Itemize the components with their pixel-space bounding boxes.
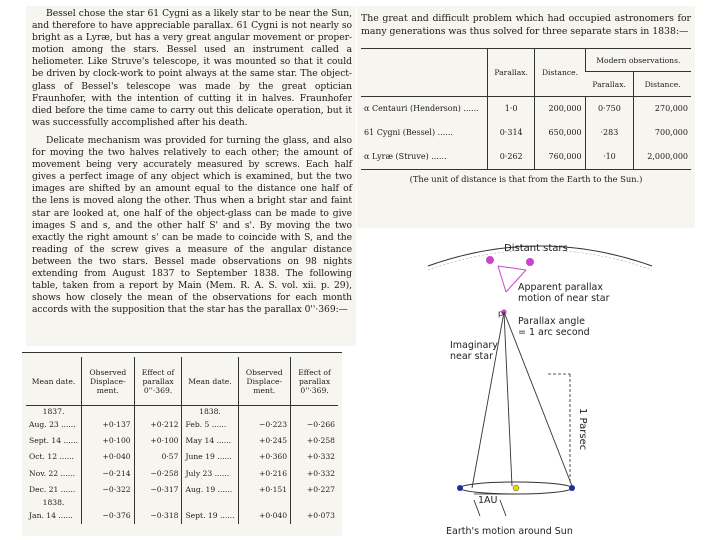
observed-cell-2: +0·040 — [238, 508, 291, 524]
effect-cell: +0·212 — [134, 417, 182, 433]
date-cell: Sept. 14 ...... — [26, 433, 82, 449]
observed-cell-2: +0·151 — [238, 482, 291, 498]
parallax-angle-label-2: = 1 arc second — [518, 327, 590, 338]
header-effect-2: Effect of parallax 0''·369. — [291, 357, 338, 406]
effect-cell: −0·258 — [134, 466, 182, 482]
effect-cell-2: −0·266 — [291, 417, 338, 433]
modern-parallax-value: ·283 — [585, 121, 634, 145]
effect-cell-2: +0·332 — [291, 466, 338, 482]
star-name: α Centauri (Henderson) ...... — [361, 97, 488, 122]
left-text-panel — [26, 6, 356, 346]
center-line — [504, 312, 512, 486]
empty-cell — [238, 498, 291, 508]
bessel-observation-table — [26, 357, 338, 524]
year-row — [26, 498, 338, 508]
table-row — [26, 508, 338, 524]
empty-cell — [291, 406, 338, 418]
table-row — [361, 145, 691, 170]
header-observed-2: Observed Displace-ment. — [238, 357, 291, 406]
distant-stars-label: Distant stars — [504, 243, 568, 254]
header-mean-date: Mean date. — [26, 357, 82, 406]
observed-cell: +0·100 — [82, 433, 135, 449]
distance-value: 200,000 — [535, 97, 585, 122]
p-label: p — [498, 309, 504, 318]
table-row — [361, 121, 691, 145]
date-cell: Aug. 23 ...... — [26, 417, 82, 433]
date-cell-2: Sept. 19 ...... — [182, 508, 238, 524]
header-parallax: Parallax. — [488, 49, 535, 97]
observed-cell: +0·040 — [82, 449, 135, 465]
star-name: α Lyræ (Struve) ...... — [361, 145, 488, 170]
parallax-value: 0·262 — [488, 145, 535, 170]
year-label: 1837. — [42, 407, 65, 416]
bessel-table-body — [26, 406, 338, 525]
table-row — [26, 433, 338, 449]
header-modern-parallax: Parallax. — [585, 72, 634, 97]
apparent-motion-label-2: motion of near star — [518, 293, 610, 304]
au-label: 1AU — [478, 495, 498, 506]
earth-position-right-icon — [569, 485, 575, 491]
parallax-angle-label-1: Parallax angle — [518, 316, 585, 327]
table-row — [26, 466, 338, 482]
distant-star-icon — [526, 258, 534, 266]
imaginary-star-label-1: Imaginary — [450, 340, 498, 351]
star-name: 61 Cygni (Bessel) ...... — [361, 121, 488, 145]
header-star — [361, 49, 488, 97]
date-cell: Oct. 12 ...... — [26, 449, 82, 465]
date-cell: Dec. 21 ...... — [26, 482, 82, 498]
date-cell-2: Aug. 19 ...... — [182, 482, 238, 498]
date-cell: Jan. 14 ...... — [26, 508, 82, 524]
modern-distance-value: 700,000 — [634, 121, 691, 145]
effect-cell: −0·318 — [134, 508, 182, 524]
intro-paragraph: The great and difficult problem which had occupied astronomers for many generations was thus solved for three separate stars in 1838:— — [361, 13, 691, 37]
effect-cell: +0·100 — [134, 433, 182, 449]
date-cell-2: Feb. 5 ...... — [182, 417, 238, 433]
parallax-table — [361, 48, 691, 170]
table-header-row — [26, 357, 338, 406]
parallax-summary-panel — [357, 6, 695, 228]
empty-cell — [82, 406, 135, 418]
parallax-table-body — [361, 97, 691, 170]
distance-value: 760,000 — [535, 145, 585, 170]
header-observed: Observed Displace-ment. — [82, 357, 135, 406]
parallax-value: 0·314 — [488, 121, 535, 145]
effect-cell-2: +0·073 — [291, 508, 338, 524]
header-distance: Distance. — [535, 49, 585, 97]
effect-cell: −0·317 — [134, 482, 182, 498]
empty-cell — [291, 498, 338, 508]
header-modern: Modern observations. — [585, 49, 691, 72]
distance-value: 650,000 — [535, 121, 585, 145]
parsec-label: 1 Parsec — [577, 408, 588, 451]
date-cell: Nov. 22 ...... — [26, 466, 82, 482]
apparent-motion-label-1: Apparent parallax — [518, 282, 603, 293]
sight-line-right — [504, 312, 572, 486]
apparent-motion-arrow — [498, 266, 526, 270]
empty-cell — [82, 498, 135, 508]
table-row — [361, 97, 691, 122]
imaginary-star-label-2: near star — [450, 351, 494, 362]
effect-cell: 0·57 — [134, 449, 182, 465]
bessel-table-panel — [22, 352, 342, 536]
empty-cell — [182, 498, 238, 508]
table-header-row — [361, 49, 691, 72]
modern-parallax-value: 0·750 — [585, 97, 634, 122]
paragraph-bessel-mechanism: Delicate mechanism was provided for turning the glass, and also for moving the two halves relatively to each other; the amount of movement being very accurately measured by screws. Each half gives a perfect image of any object which is examined, but the two images are shifted by an amount equal to the distance one half of the lens is moved along the other. Thus when a bright star and faint star are looked at, one half of the object-glass can be made to give images S and s, and the other half S' and s'. By moving the two exactly the right amount s' can be made to coincide with S, and the reading of the screw gives a measure of the angular distance between the two stars. Bessel made observations on 98 nights extending from August 1837 to September 1838. The following table, taken from a report by Main (Mem. R. A. S. vol. xii. p. 29), shows how closely the mean of the observations for each month accords with the supposition that the star has the parallax 0''·369:— — [32, 134, 352, 316]
observed-cell: +0·137 — [82, 417, 135, 433]
table-caption: (The unit of distance is that from the Earth to the Sun.) — [409, 174, 643, 184]
modern-parallax-value: ·10 — [585, 145, 634, 170]
table-row — [26, 449, 338, 465]
parallax-value: 1·0 — [488, 97, 535, 122]
observed-cell: −0·214 — [82, 466, 135, 482]
modern-distance-value: 270,000 — [634, 97, 691, 122]
modern-distance-value: 2,000,000 — [634, 145, 691, 170]
table-row — [26, 482, 338, 498]
empty-cell — [238, 406, 291, 418]
empty-cell — [134, 498, 182, 508]
observed-cell: −0·376 — [82, 508, 135, 524]
table-row — [26, 417, 338, 433]
date-cell-2: July 23 ...... — [182, 466, 238, 482]
parallax-diagram-panel — [420, 232, 660, 538]
apparent-motion-line — [498, 266, 506, 292]
observed-cell-2: +0·360 — [238, 449, 291, 465]
empty-cell — [134, 406, 182, 418]
distant-star-icon — [486, 256, 494, 264]
earth-position-left-icon — [457, 485, 463, 491]
sight-line-left — [472, 312, 504, 488]
year-label-mid: 1838. — [42, 498, 65, 508]
earth-motion-label: Earth's motion around Sun — [446, 526, 573, 537]
sun-icon — [513, 485, 519, 491]
effect-cell-2: +0·332 — [291, 449, 338, 465]
observed-cell-2: +0·216 — [238, 466, 291, 482]
effect-cell-2: +0·258 — [291, 433, 338, 449]
effect-cell-2: +0·227 — [291, 482, 338, 498]
date-cell-2: June 19 ...... — [182, 449, 238, 465]
observed-cell-2: −0·223 — [238, 417, 291, 433]
au-tick-right — [500, 500, 506, 516]
year-row — [26, 406, 338, 418]
header-effect: Effect of parallax 0''·369. — [134, 357, 182, 406]
header-modern-distance: Distance. — [634, 72, 691, 97]
paragraph-bessel-heliometer: Bessel chose the star 61 Cygni as a likely star to be near the Sun, and therefore to have appreciable parallax. 61 Cygni is not nearly so bright as a Lyræ, but has a very great angular movement or proper-motion among the stars. Bessel used an instrument called a heliometer. Like Struve's telescope, it was mounted so that it could be driven by clock-work to point always at the same star. The object-glass of Bessel's telescope was made by the great optician Fraunhofer, with the intention of cutting it in halves. Fraunhofer died before the time came to carry out this delicate operation, but it was successfully accomplished after his death. — [32, 8, 352, 128]
observed-cell: −0·322 — [82, 482, 135, 498]
observed-cell-2: +0·245 — [238, 433, 291, 449]
parallax-diagram — [420, 232, 660, 538]
header-mean-date-2: Mean date. — [182, 357, 238, 406]
year-label-2: 1838. — [182, 406, 238, 418]
date-cell-2: May 14 ...... — [182, 433, 238, 449]
